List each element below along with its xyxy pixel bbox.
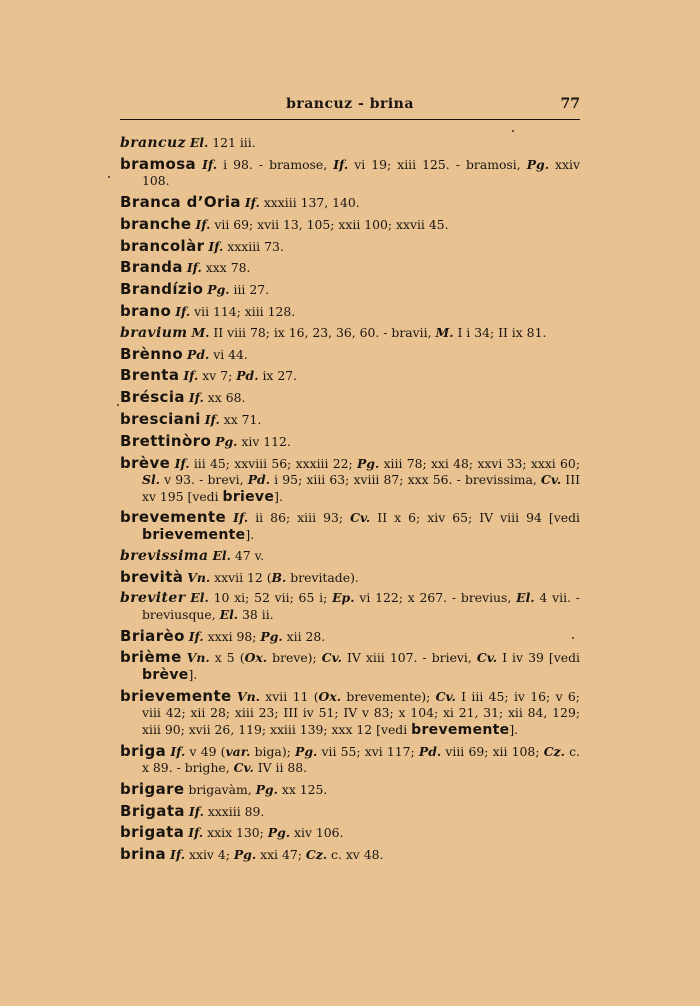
entry-text: ]. (188, 666, 198, 682)
entry-text: IV xiii 107. - brievi, (341, 650, 477, 666)
work-abbreviation: El. (212, 547, 231, 563)
print-speck (117, 404, 119, 406)
dictionary-entry (120, 135, 580, 152)
dictionary-entry (120, 367, 580, 385)
headword: Briarèo (120, 626, 185, 645)
entry-text: vi 44. (209, 346, 248, 362)
headword: Brènno (120, 344, 184, 363)
work-abbreviation: Cv. (476, 650, 498, 666)
entry-text: brevemente); (341, 688, 436, 704)
work-abbreviation: If. (195, 216, 211, 232)
entry-text: xiv 112. (237, 433, 291, 449)
entry-text: ix 27. (258, 368, 298, 384)
print-speck (572, 637, 574, 639)
cross-reference: brevemente (411, 721, 510, 738)
work-abbreviation: Cv. (541, 472, 562, 488)
cross-reference: brievemente (142, 526, 246, 543)
entry-text: i 95; xiii 63; xviii 87; xxx 56. - brevissima, (270, 472, 542, 488)
entry-text: xxiv 4; (185, 847, 234, 863)
entry-text: xxvii 12 ( (210, 569, 272, 585)
work-abbreviation: Cv. (321, 650, 342, 666)
entry-text: II viii 78; ix 16, 23, 36, 60. - bravii, (209, 324, 436, 340)
headword: bramosa (120, 154, 197, 173)
entry-text: xxi 47; (256, 847, 306, 863)
work-abbreviation: Pg. (215, 433, 238, 449)
work-abbreviation: If. (204, 412, 220, 428)
dictionary-entry (120, 628, 580, 646)
headword: bresciani (120, 410, 201, 429)
entry-text: viii 69; xii 108; (441, 743, 544, 759)
entry-text: biga); (250, 743, 296, 759)
page-header (120, 96, 580, 118)
work-abbreviation: Pd. (187, 346, 210, 362)
headword: briga (120, 741, 167, 760)
dictionary-entry (120, 688, 580, 739)
entry-text: xx 125. (277, 781, 328, 797)
entry-text: xvii 11 ( (259, 688, 319, 704)
work-abbreviation: If. (333, 156, 349, 172)
headword: Branda (120, 258, 183, 277)
entry-text: vii 69; xvii 13, 105; xxii 100; xxvii 45. (210, 216, 449, 232)
dictionary-entry (120, 455, 580, 506)
work-abbreviation: Pg. (260, 628, 283, 644)
work-abbreviation: If. (170, 847, 186, 863)
work-abbreviation: If. (188, 803, 204, 819)
work-abbreviation: If. (188, 628, 204, 644)
entry-text: xxxiii 73. (223, 238, 284, 254)
print-speck (108, 176, 110, 178)
entry-text: I i 34; II ix 81. (453, 324, 547, 340)
dictionary-entry (120, 194, 580, 212)
work-abbreviation: Pg. (233, 847, 257, 863)
work-abbreviation: M. (191, 324, 210, 340)
entry-text: xv 7; (198, 368, 237, 384)
running-title: brancuz - brina (286, 96, 414, 112)
headword: branche (120, 214, 192, 233)
entry-text: xxxi 98; (203, 628, 261, 644)
work-abbreviation: Pd. (418, 743, 442, 759)
work-abbreviation: Pg. (267, 825, 291, 841)
headword: Brettinòro (120, 431, 212, 450)
entry-text: vii 114; xiii 128. (190, 304, 296, 320)
work-abbreviation: Sl. (142, 472, 160, 488)
entry-text: xxxiii 89. (203, 803, 265, 819)
entry-text: v 49 ( (185, 743, 226, 759)
headword: Brenta (120, 366, 180, 385)
entry-text: xx 71. (219, 412, 262, 428)
work-abbreviation: El. (189, 135, 209, 150)
dictionary-entry (120, 433, 580, 451)
work-abbreviation: If. (174, 455, 190, 471)
headword: brième (120, 648, 182, 667)
headword: brancolàr (120, 236, 205, 255)
headword: brievemente (120, 686, 232, 705)
headword: brevissima (120, 547, 209, 564)
work-abbreviation: Vn. (237, 688, 260, 704)
entry-text: ii 86; xiii 93; (248, 510, 351, 526)
dictionary-entry (120, 346, 580, 364)
work-abbreviation: If. (188, 390, 204, 406)
cross-reference: brieve (222, 488, 275, 505)
dictionary-entry (120, 548, 580, 565)
work-abbreviation: If. (183, 368, 199, 384)
entry-text: xx 68. (203, 390, 246, 406)
dictionary-entry (120, 743, 580, 777)
work-abbreviation: If. (170, 743, 186, 759)
dictionary-entry (120, 803, 580, 821)
entry-text: II x 6; xiv 65; IV viii 94 [vedi (370, 510, 580, 526)
entry-text: 4 vii. - breviusque, (142, 590, 580, 622)
work-abbreviation: If. (208, 238, 224, 254)
entry-text: brevitade). (286, 569, 359, 585)
work-abbreviation: Cv. (435, 688, 456, 704)
dictionary-entry (120, 156, 580, 190)
entry-text: 38 ii. (238, 606, 274, 622)
headword: brigata (120, 823, 185, 842)
work-abbreviation: Ox. (244, 650, 268, 666)
work-abbreviation: If. (202, 156, 218, 172)
headword: Brandízio (120, 280, 204, 299)
headword: breviter (120, 590, 186, 607)
entry-text: xxix 130; (203, 825, 268, 841)
work-abbreviation: B. (271, 569, 287, 585)
headword: brevità (120, 567, 184, 586)
entry-text: I iii 45; iv 16; v 6; viii 42; xii 28; xiii 23; III iv 51; IV v 83; x 104; xi 21, 31; xii 84, 129; xiii 90; xvii 26, 119; xxiii 139; xxx 12 [vedi (142, 688, 580, 737)
entry-text: xxiv 108. (142, 156, 580, 189)
entry-text: ]. (509, 721, 519, 737)
entry-text: xiv 106. (290, 825, 344, 841)
work-abbreviation: Ox. (318, 688, 342, 704)
work-abbreviation: If. (244, 195, 260, 211)
work-abbreviation: If. (186, 260, 202, 276)
entry-text: v 93. - brevi, (159, 472, 248, 488)
work-abbreviation: Pg. (207, 282, 230, 298)
headword: Brigata (120, 801, 185, 820)
entry-text: 47 v. (230, 547, 265, 563)
entry-list (120, 135, 580, 868)
work-abbreviation: If. (233, 510, 249, 526)
entry-text: i 98. - bramose, (217, 156, 334, 172)
entry-text: I iv 39 [vedi (497, 650, 580, 666)
work-abbreviation: Ep. (332, 590, 355, 606)
work-abbreviation: If. (188, 825, 204, 841)
work-abbreviation: Vn. (186, 650, 210, 666)
headword: Bréscia (120, 388, 185, 407)
entry-text: IV ii 88. (253, 760, 308, 776)
print-speck (512, 130, 514, 132)
work-abbreviation: Cv. (233, 760, 254, 776)
dictionary-entry (120, 389, 580, 407)
entry-text: 121 iii. (208, 135, 256, 150)
entry-text: III xv 195 [vedi (142, 472, 580, 504)
entry-text: vii 55; xvi 117; (317, 743, 419, 759)
entry-text: c. x 89. - brighe, (142, 743, 580, 776)
dictionary-entry (120, 281, 580, 299)
work-abbreviation: El. (190, 590, 209, 606)
headword: bravium (120, 324, 188, 341)
dictionary-entry (120, 781, 580, 799)
work-abbreviation: Pg. (356, 455, 380, 471)
entry-text: iii 45; xxviii 56; xxxiii 22; (189, 455, 357, 471)
dictionary-entry (120, 216, 580, 234)
headword: Branca d’Oria (120, 193, 241, 212)
entry-text: xxx 78. (201, 260, 251, 276)
work-abbreviation: Vn. (187, 569, 211, 585)
headword: brevemente (120, 508, 227, 527)
dictionary-entry (120, 590, 580, 623)
headword: brancuz (120, 135, 186, 151)
dictionary-entry (120, 411, 580, 429)
dictionary-entry (120, 303, 580, 321)
entry-text: xii 28. (282, 628, 326, 644)
cross-reference: brève (142, 666, 189, 683)
entry-text: vi 122; x 267. - brevius, (354, 590, 517, 606)
headword: brigare (120, 779, 185, 798)
work-abbreviation: Pg. (295, 743, 318, 759)
entry-text: iii 27. (229, 282, 270, 298)
entry-text: c. xv 48. (327, 847, 384, 863)
work-abbreviation: Pd. (236, 368, 259, 384)
entry-text: brigavàm, (184, 781, 256, 797)
dictionary-entry (120, 846, 580, 864)
work-abbreviation: var. (225, 743, 251, 759)
work-abbreviation: Cz. (305, 847, 328, 863)
page-number: 77 (560, 96, 580, 112)
entry-text: ]. (245, 526, 255, 542)
entry-text: ]. (274, 488, 283, 504)
entry-text: breve); (267, 650, 322, 666)
dictionary-entry (120, 238, 580, 256)
work-abbreviation: Cv. (350, 510, 371, 526)
header-rule (120, 119, 580, 120)
dictionary-entry (120, 509, 580, 543)
dictionary-entry (120, 824, 580, 842)
work-abbreviation: Pg. (255, 781, 278, 797)
entry-text: xiii 78; xxi 48; xxvi 33; xxxi 60; (379, 455, 580, 471)
work-abbreviation: Pd. (247, 472, 271, 488)
dictionary-entry (120, 259, 580, 277)
work-abbreviation: Cz. (543, 743, 565, 759)
work-abbreviation: If. (175, 304, 191, 320)
entry-text: xxxiii 137, 140. (259, 195, 360, 211)
headword: brina (120, 845, 167, 864)
dictionary-entry (120, 569, 580, 587)
work-abbreviation: M. (435, 324, 454, 340)
headword: brève (120, 453, 171, 472)
headword: brano (120, 302, 172, 321)
work-abbreviation: El. (219, 606, 239, 622)
entry-text: 10 xi; 52 vii; 65 i; (208, 590, 333, 606)
work-abbreviation: Pg. (526, 156, 550, 172)
dictionary-entry (120, 325, 580, 342)
entry-text: x 5 ( (209, 650, 245, 666)
dictionary-entry (120, 649, 580, 683)
entry-text: vi 19; xiii 125. - bramosi, (348, 156, 527, 172)
work-abbreviation: El. (516, 590, 535, 606)
